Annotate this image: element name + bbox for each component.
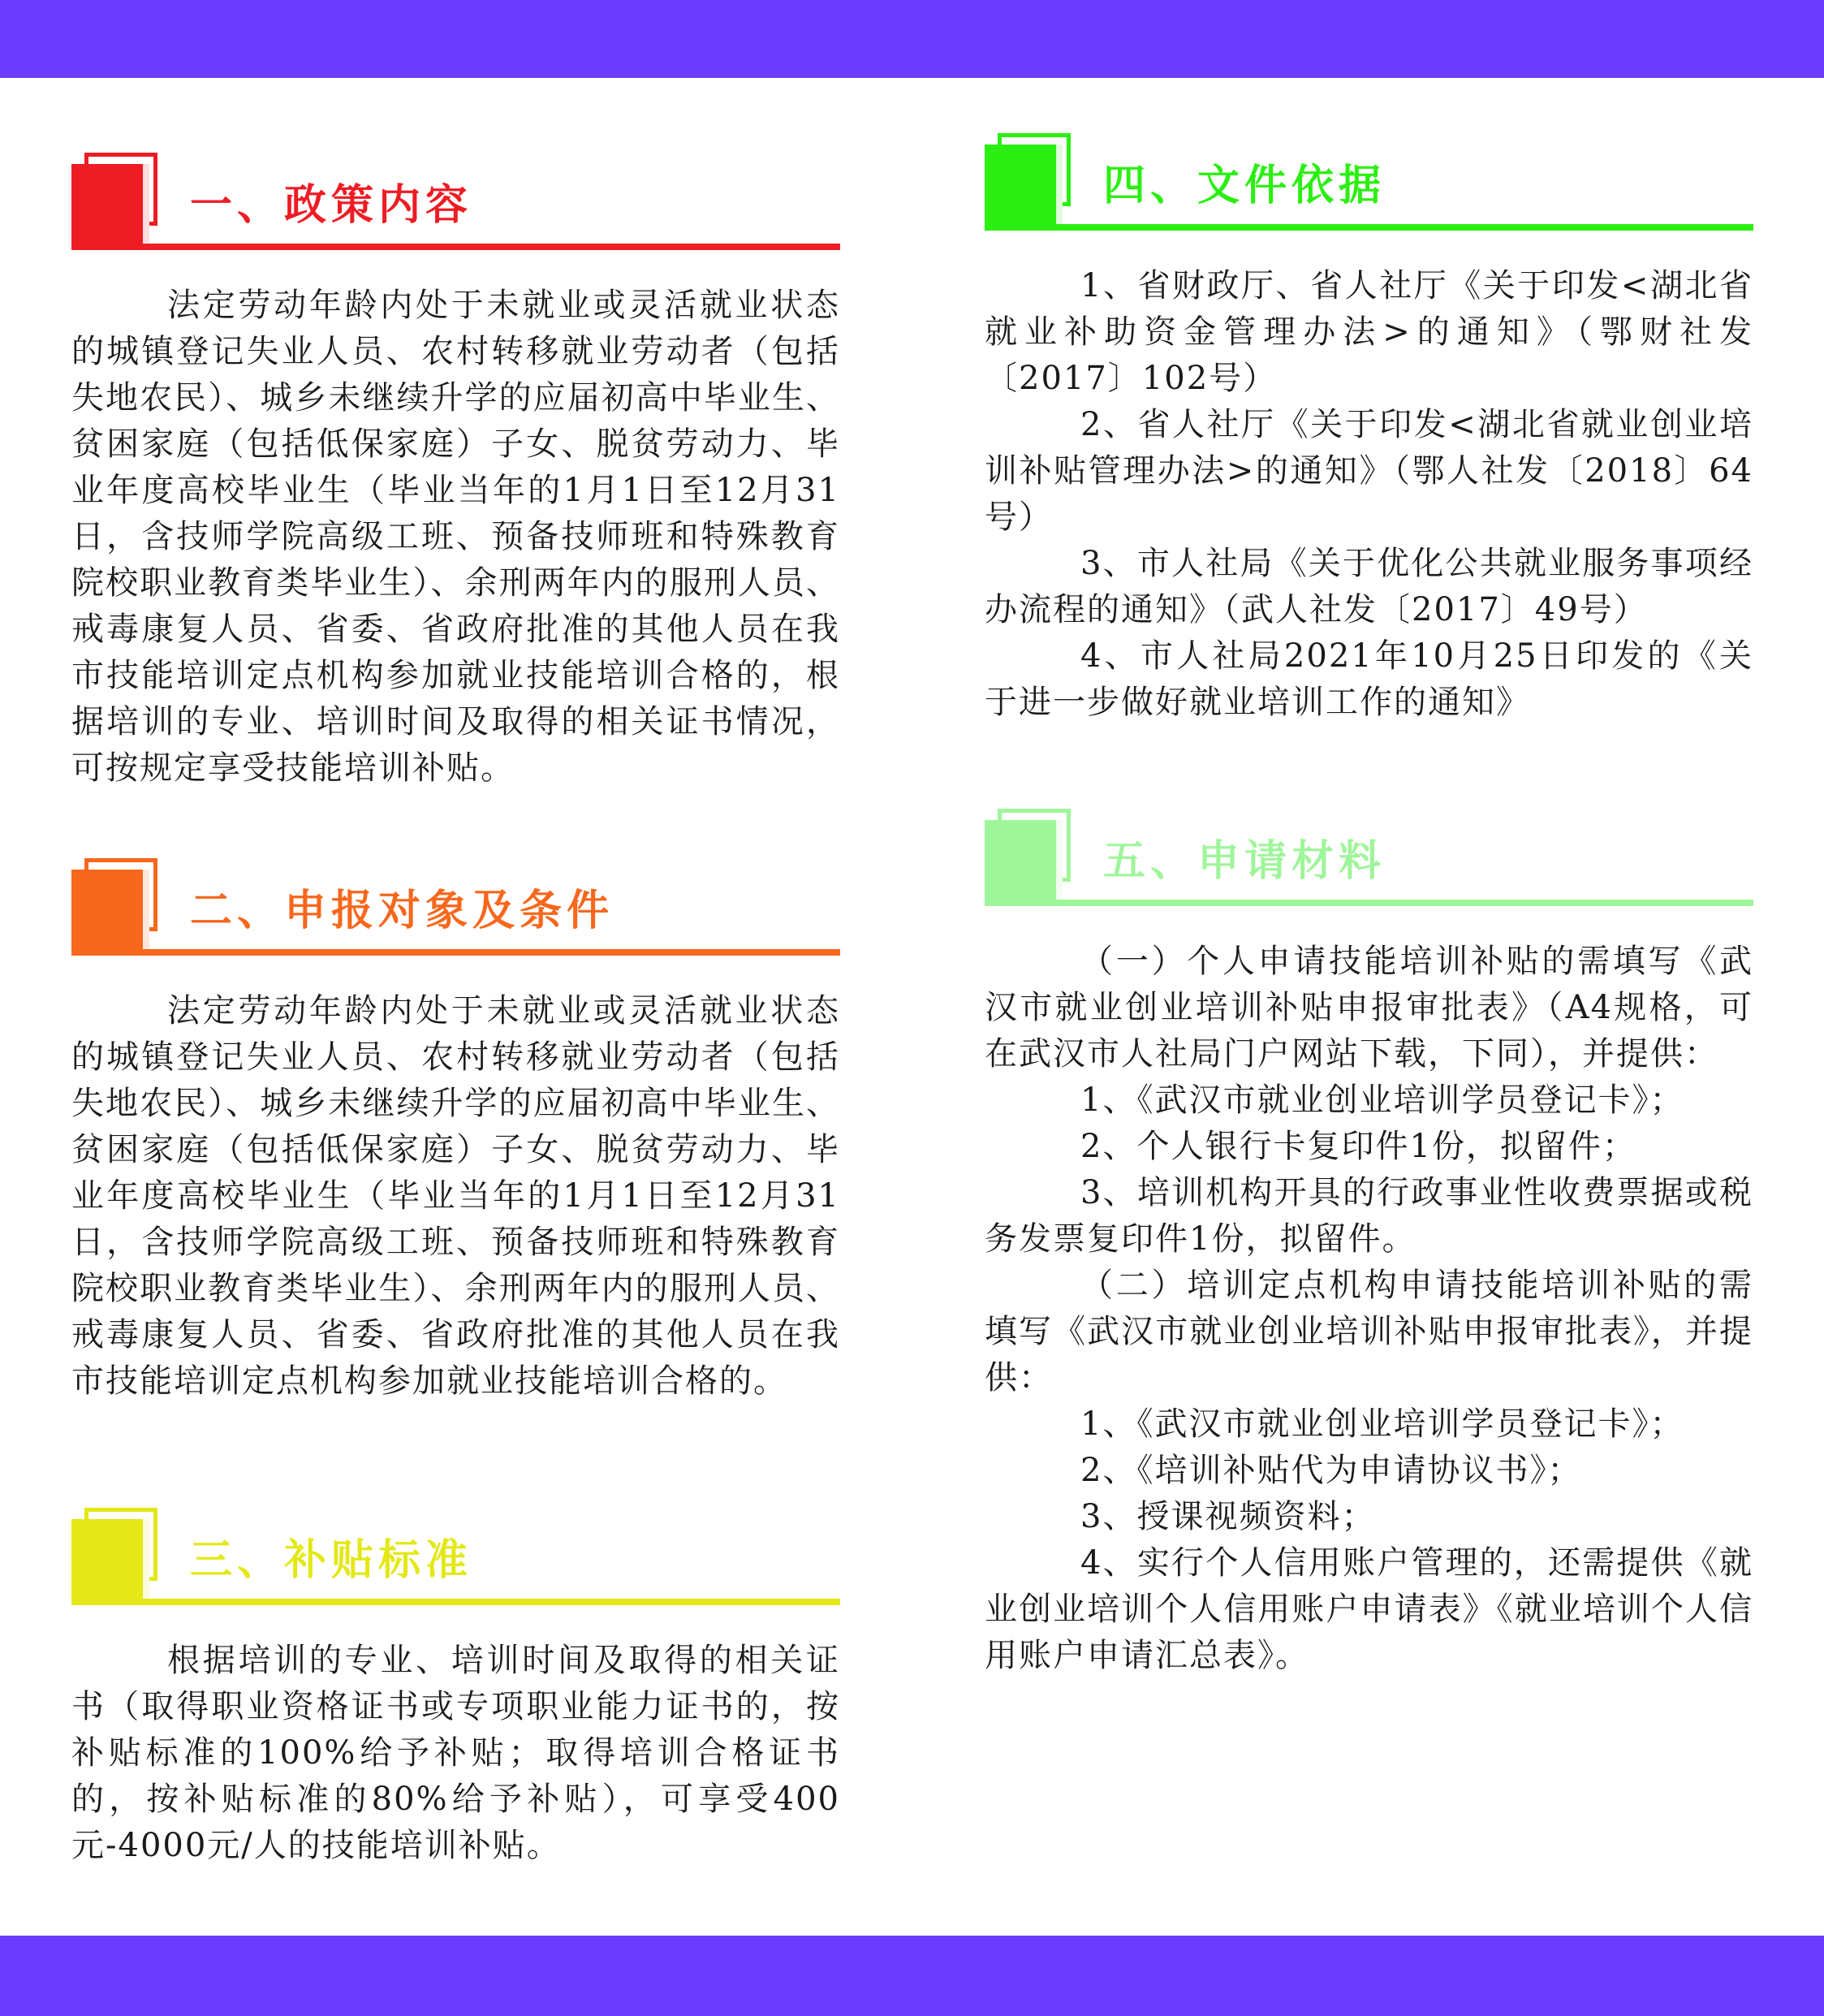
- section-header: [985, 133, 1753, 231]
- section-eligibility: [71, 858, 840, 1405]
- header-square-fill: [71, 164, 149, 244]
- section-body: [71, 1638, 840, 1869]
- list-item: （一）个人申请技能培训补贴的需填写《武汉市就业创业培训补贴申报审批表》（A4规格，可在武汉市人社局门户网站下载，下同），并提供：: [985, 943, 1753, 1073]
- top-band: [0, 0, 1824, 78]
- section-title: 五、申请材料: [1103, 837, 1386, 886]
- header-square-fill: [71, 870, 149, 950]
- header-square-fill: [71, 1519, 149, 1599]
- section-document-basis: [985, 133, 1753, 726]
- list-item: 2、省人社厅《关于印发<湖北省就业创业培训补贴管理办法>的通知》（鄂人社发〔2018〕64号）: [985, 406, 1753, 536]
- header-rule: [71, 1599, 840, 1605]
- list-item: 4、实行个人信用账户管理的，还需提供《就业创业培训个人信用账户申请表》《就业培训个人信用账户申请汇总表》。: [985, 1544, 1753, 1674]
- section-policy-content: [71, 153, 840, 792]
- list-item: 1、《武汉市就业创业培训学员登记卡》；: [1080, 1081, 1684, 1119]
- section-header: [71, 1508, 840, 1605]
- section-body: [71, 988, 840, 1405]
- section-application-materials: [985, 809, 1753, 1679]
- list-item: 1、《武汉市就业创业培训学员登记卡》；: [1080, 1405, 1684, 1443]
- list-item: 2、《培训补贴代为申请协议书》；: [1080, 1452, 1582, 1489]
- section-body: [985, 263, 1753, 726]
- list-item: 2、个人银行卡复印件1份，拟留件；: [1080, 1128, 1636, 1165]
- header-rule: [71, 244, 840, 250]
- list-item: 3、授课视频资料；: [1080, 1498, 1376, 1535]
- list-item: 3、市人社局《关于优化公共就业服务事项经办流程的通知》（武人社发〔2017〕49号）: [985, 545, 1753, 628]
- header-square-fill: [985, 820, 1063, 900]
- section-header: [71, 858, 840, 956]
- section-subsidy-standard: [71, 1508, 840, 1869]
- header-square-fill: [985, 145, 1063, 225]
- section-title: 一、政策内容: [190, 181, 473, 230]
- paragraph: 法定劳动年龄内处于未就业或灵活就业状态的城镇登记失业人员、农村转移就业劳动者（包括失地农民）、城乡未继续升学的应届初高中毕业生、贫困家庭（包括低保家庭）子女、脱贫劳动力、毕业年度高校毕业生（毕业当年的1月1日至12月31日，含技师学院高级工班、预备技师班和特殊教育院校职业教育类毕业生）、余刑两年内的服刑人员、戒毒康复人员、省委、省政府批准的其他人员在我市技能培训定点机构参加就业技能培训合格的。: [71, 992, 840, 1400]
- section-body: [71, 283, 840, 792]
- list-item: 3、培训机构开具的行政事业性收费票据或税务发票复印件1份，拟留件。: [985, 1174, 1753, 1258]
- list-item: （二）培训定点机构申请技能培训补贴的需填写《武汉市就业创业培训补贴申报审批表》，并提供：: [985, 1267, 1753, 1397]
- section-title: 四、文件依据: [1103, 162, 1386, 210]
- list-item: 1、省财政厅、省人社厅《关于印发<湖北省就业补助资金管理办法>的通知》（鄂财社发〔2017〕102号）: [985, 267, 1753, 397]
- bottom-band: [0, 1936, 1824, 2016]
- section-title: 三、补贴标准: [190, 1536, 473, 1585]
- section-header: [985, 809, 1753, 906]
- section-body: [985, 939, 1753, 1679]
- paragraph: 法定劳动年龄内处于未就业或灵活就业状态的城镇登记失业人员、农村转移就业劳动者（包括失地农民）、城乡未继续升学的应届初高中毕业生、贫困家庭（包括低保家庭）子女、脱贫劳动力、毕业年度高校毕业生（毕业当年的1月1日至12月31日，含技师学院高级工班、预备技师班和特殊教育院校职业教育类毕业生）、余刑两年内的服刑人员、戒毒康复人员、省委、省政府批准的其他人员在我市技能培训定点机构参加就业技能培训合格的，根据培训的专业、培训时间及取得的相关证书情况，可按规定享受技能培训补贴。: [71, 287, 840, 787]
- header-rule: [985, 224, 1753, 231]
- section-header: [71, 153, 840, 250]
- section-title: 二、申报对象及条件: [190, 887, 614, 935]
- header-rule: [71, 949, 840, 956]
- paragraph: 根据培训的专业、培训时间及取得的相关证书（取得职业资格证书或专项职业能力证书的，按补贴标准的100%给予补贴；取得培训合格证书的，按补贴标准的80%给予补贴），可享受400元-4000元/人的技能培训补贴。: [71, 1642, 840, 1864]
- list-item: 4、市人社局2021年10月25日印发的《关于进一步做好就业培训工作的通知》: [985, 637, 1753, 721]
- header-rule: [985, 900, 1753, 906]
